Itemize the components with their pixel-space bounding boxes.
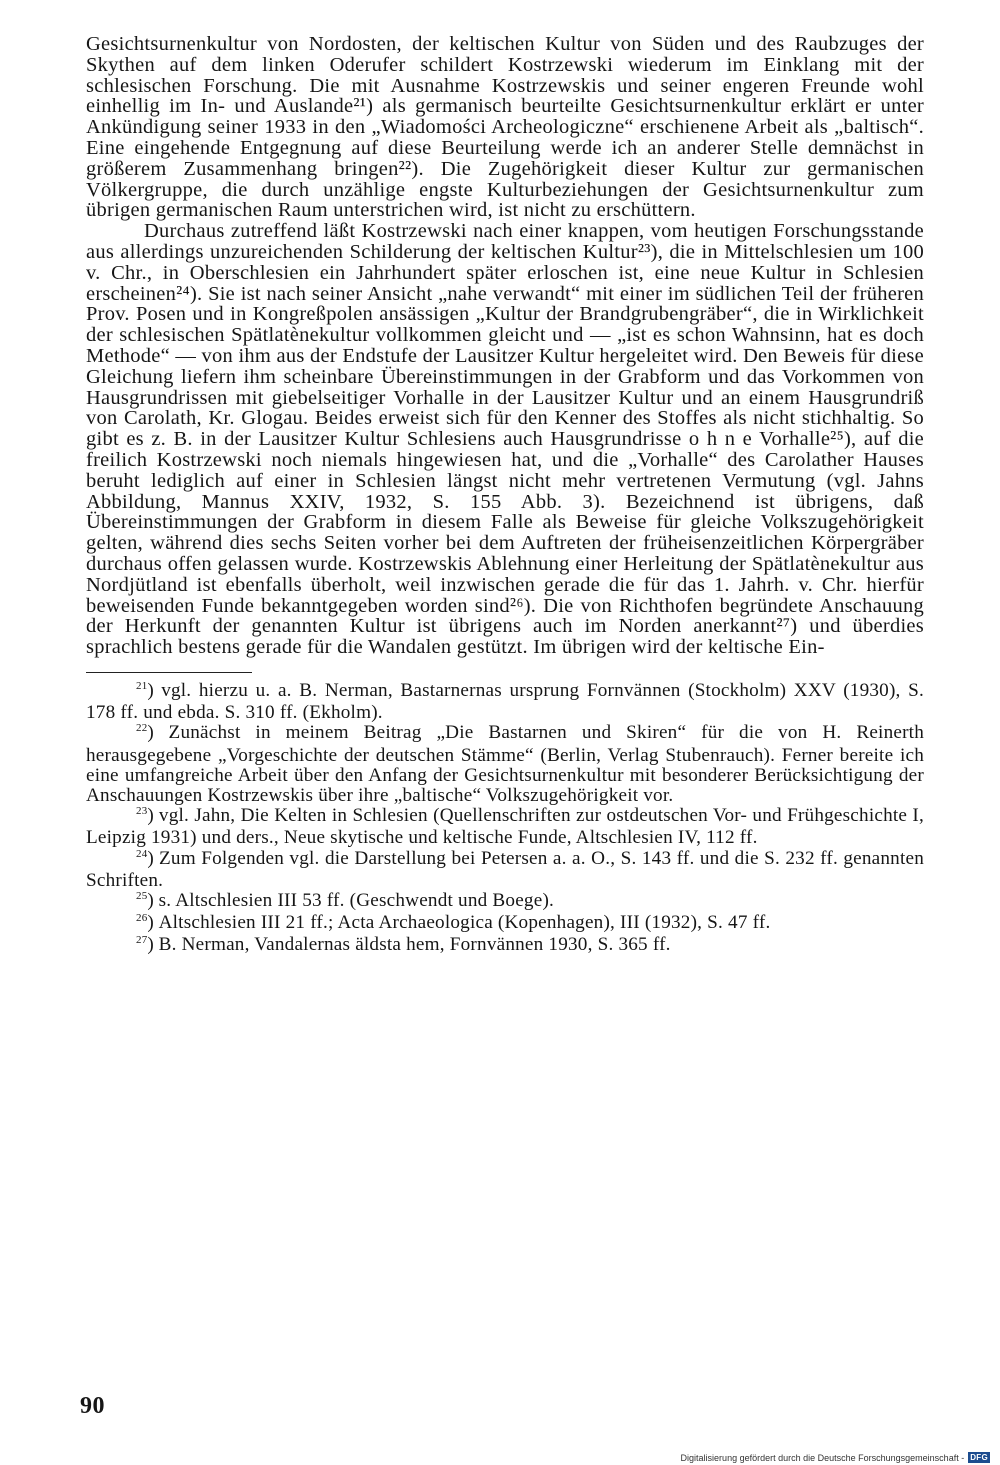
footnote-text: vgl. hierzu u. a. B. Nerman, Bastarnernas ursprung Fornvännen (Stockholm) XXV (1930), S. 178 ff. und ebda. S. 310 ff. (Ekholm).	[86, 679, 925, 724]
footnote-text: s. Altschlesien III 53 ff. (Geschwendt und Boege).	[158, 889, 555, 911]
footnote-24: $^{24}$) Zum Folgenden vgl. die Darstellung bei Petersen a. a. O., S. 143 ff. und die S. 232 ff. genannten Schriften.	[86, 847, 925, 891]
footnote-number: 22	[136, 722, 148, 735]
footnote-number: 27	[136, 934, 148, 947]
digitization-footer	[681, 1452, 990, 1463]
footnote-21: $^{21}$) vgl. hierzu u. a. B. Nerman, Bastarnernas ursprung Fornvännen (Stockholm) XXV (1930), S. 178 ff. und ebda. S. 310 ff. (Ekholm).	[86, 679, 925, 724]
paragraph-2: Durchaus zutreffend läßt Kostrzewski nach einer knappen, vom heutigen Forschungsstande aus allerdings unzureichenden Schilderung der keltischen Kultur²³), die in Mittelschlesien um 100 v. Chr., in Oberschlesien ein Jahrhundert später erloschen ist, eine neue Kultur in Schlesien erscheinen²⁴). Sie ist nach seiner Ansicht „nahe verwandt“ mit einer im südlichen Teil der früheren Prov. Posen und in Kongreßpolen ansässigen „Kultur der Brandgrubengräber“, die in Wirklichkeit der schlesischen Spätlatènekultur vollkommen gleicht und — „ist es schon Wahnsinn, hat es doch Methode“ — von ihm aus der Endstufe der Lausitzer Kultur hergeleitet wird. Den Beweis für diese Gleichung liefern ihm scheinbare Übereinstimmungen in der Grabform und das Vorkommen von Hausgrundrissen mit giebelseitiger Vorhalle in der Lausitzer Kultur und an einem Hausgrundriß von Carolath, Kr. Glogau. Beides erweist sich für den Kenner des Stoffes als nicht stichhaltig. So gibt es z. B. in der Lausitzer Kultur Schlesiens auch Hausgrundrisse o h n e Vorhalle²⁵), auf die freilich Kostrzewski noch niemals hingewiesen hat, und die „Vorhalle“ des Carolather Hauses beruht lediglich auf einer in Schlesien längst nicht mehr vertretenen Vermutung (vgl. Jahns Abbildung, Mannus XXIV, 1932, S. 155 Abb. 3). Bezeichnend ist übrigens, daß Übereinstimmungen der Grabform in diesem Falle als Beweise für gleiche Volkszugehörigkeit gelten, während dies sechs Seiten vorher bei dem Auftreten der früheisenzeitlichen Körpergräber durchaus offen gelassen wurde. Kostrzewskis Ablehnung einer Herleitung der Spätlatènekultur aus Nordjütland ist ebenfalls überholt, weil inzwischen gerade die für das 1. Jahrh. v. Chr. hierfür beweisenden Funde bekanntgegeben worden sind²⁶). Die von Richthofen begründete Anschauung der Herkunft der genannten Kultur ist übrigens auch im Norden anerkannt²⁷) und überdies sprachlich bestens gerade für die Wandalen gestützt. Im übrigen wird der keltische Ein-	[86, 220, 924, 659]
footnote-separator	[86, 672, 252, 673]
footnote-text: vgl. Jahn, Die Kelten in Schlesien (Quellenschriften zur ostdeutschen Vor- und Frühgeschichte I, Leipzig 1931) und ders., Neue skytische und keltische Funde, Altschlesien IV, 112 ff.	[86, 805, 924, 849]
footer-text: Digitalisierung gefördert durch die Deutsche Forschungsgemeinschaft -	[680, 1452, 965, 1463]
footnote-number: 21	[136, 679, 148, 692]
dfg-logo-icon: DFG	[970, 1453, 988, 1462]
footnote-number: 26	[136, 912, 148, 925]
page-content	[86, 34, 924, 958]
body-text	[86, 34, 924, 658]
footnote-26: $^{26}$) Altschlesien III 21 ff.; Acta Archaeologica (Kopenhagen), III (1932), S. 47 ff.	[136, 912, 771, 934]
footnote-number: 25	[136, 889, 148, 902]
footnote-23: $^{23}$) vgl. Jahn, Die Kelten in Schlesien (Quellenschriften zur ostdeutschen Vor- und Frühgeschichte I, Leipzig 1931) und ders., Neue skytische und keltische Funde, Altschlesien IV, 112 ff.	[86, 805, 924, 849]
footnote-number: 24	[136, 847, 148, 860]
footnote-text: B. Nerman, Vandalernas äldsta hem, Fornvännen 1930, S. 365 ff.	[158, 934, 671, 956]
footnotes	[86, 681, 924, 958]
footnote-number: 23	[136, 805, 148, 818]
footnote-text: Zunächst in meinem Beitrag „Die Bastarnen und Skiren“ für die von H. Reinerth herausgegebene „Vorgeschichte der deutschen Stämme“ (Berlin, Verlag Stubenrauch). Ferner bereite ich eine umfangreiche Arbeit über den Anfang der Gesichtsurnenkultur mit besonderer Berücksichtigung der Anschauungen Kostrzewskis über ihre „baltische“ Volkszugehörigkeit vor.	[86, 722, 925, 806]
footnote-27: $^{27}$) B. Nerman, Vandalernas äldsta hem, Fornvännen 1930, S. 365 ff.	[136, 934, 671, 956]
footnote-text: Zum Folgenden vgl. die Darstellung bei Petersen a. a. O., S. 143 ff. und die S. 232 ff. genannten Schriften.	[86, 847, 925, 891]
footnote-text: Altschlesien III 21 ff.; Acta Archaeologica (Kopenhagen), III (1932), S. 47 ff.	[158, 912, 771, 934]
paragraph-1: Gesichtsurnenkultur von Nordosten, der keltischen Kultur von Süden und des Raubzuges der Skythen auf dem linken Oderufer schildert Kostrzewski wiederum im Einklang mit der schlesischen Forschung. Die mit Ausnahme Kostrzewskis und seiner engeren Freunde wohl einhellig im In- und Auslande²¹) als germanisch beurteilte Gesichtsurnenkultur erklärt er unter Ankündigung seiner 1933 in den „Wiadomości Archeologiczne“ erschienene Arbeit als „baltisch“. Eine eingehende Entgegnung auf diese Beurteilung werde ich an anderer Stelle demnächst in größerem Zusammenhang bringen²²). Die Zugehörigkeit dieser Kultur zur germanischen Völkergruppe, die durch unzählige engste Kulturbeziehungen der Gesichtsurnenkultur zum übrigen germanischen Raum unterstrichen wird, ist nicht zu erschüttern.	[86, 33, 924, 222]
footnote-22: $^{22}$) Zunächst in meinem Beitrag „Die Bastarnen und Skiren“ für die von H. Reinerth herausgegebene „Vorgeschichte der deutschen Stämme“ (Berlin, Verlag Stubenrauch). Ferner bereite ich eine umfangreiche Arbeit über den Anfang der Gesichtsurnenkultur mit besonderer Berücksichtigung der Anschauungen Kostrzewskis über ihre „baltische“ Volkszugehörigkeit vor.	[86, 722, 925, 806]
page-number: 90	[80, 1393, 105, 1419]
footnote-25: $^{25}$) s. Altschlesien III 53 ff. (Geschwendt und Boege).	[136, 889, 555, 911]
